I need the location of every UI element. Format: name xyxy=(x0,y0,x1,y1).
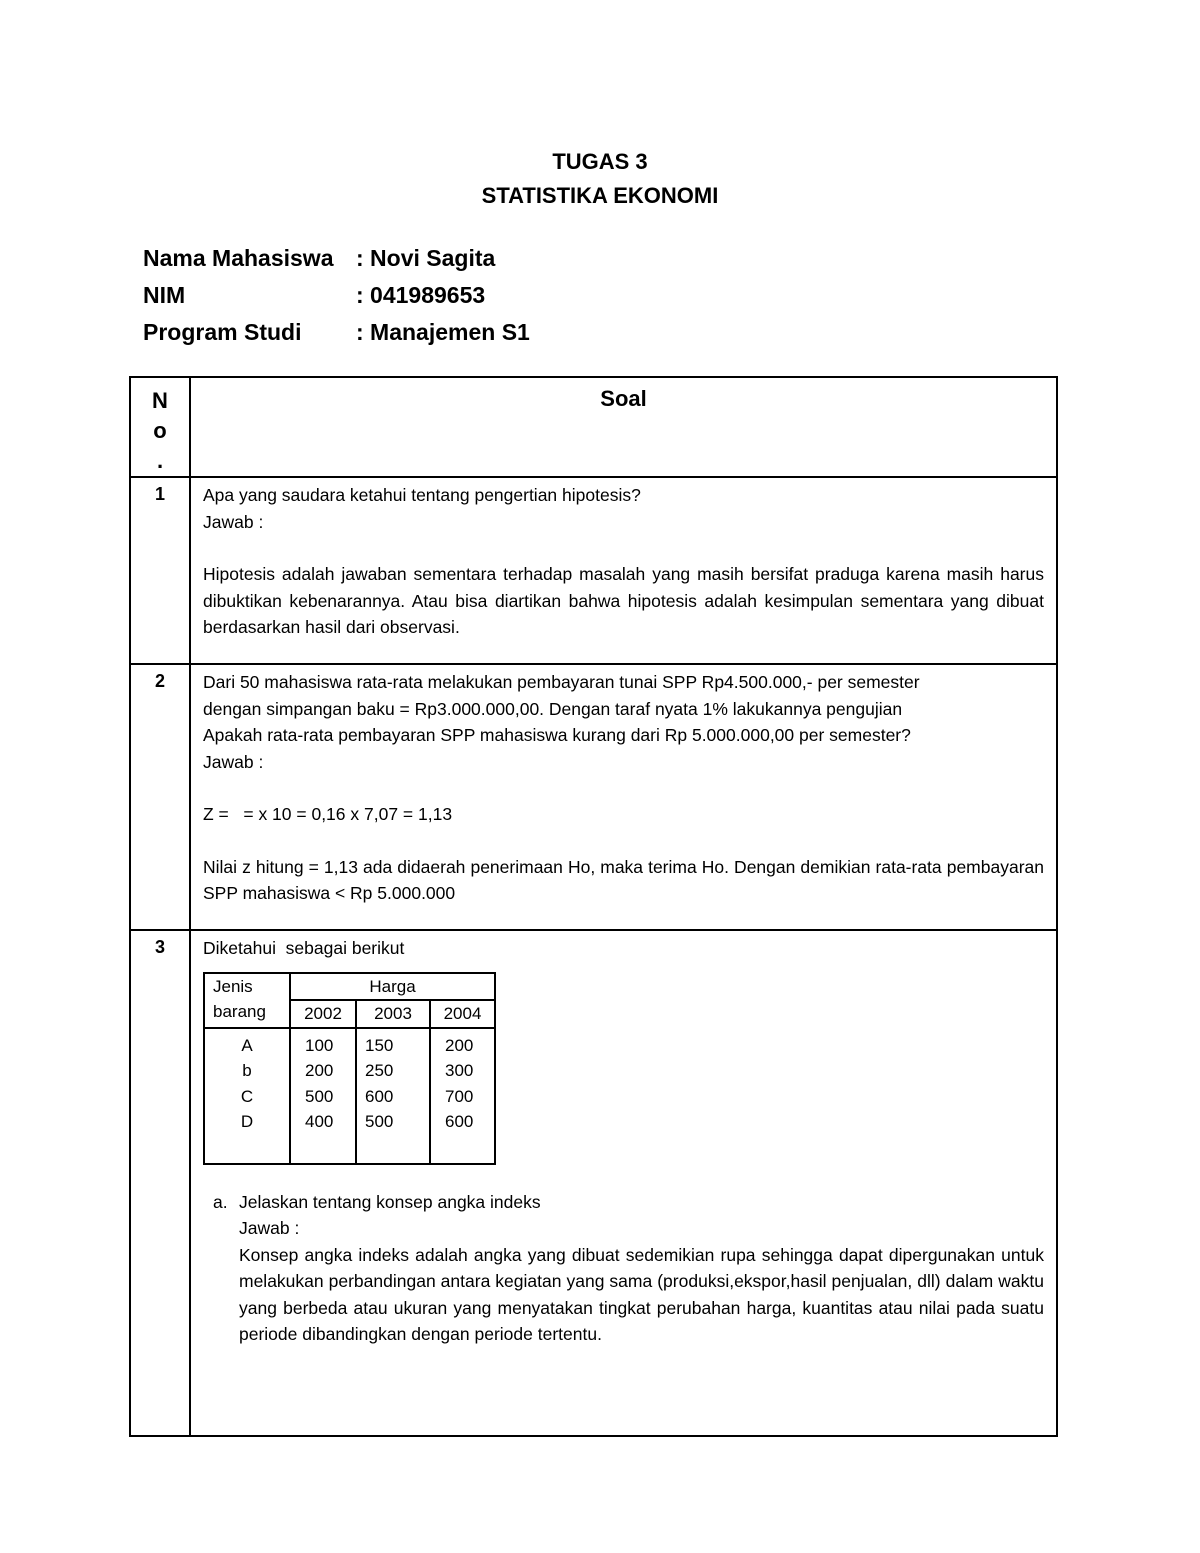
sub-question-marker: a. xyxy=(213,1191,228,1212)
answer-text: Nilai z hitung = 1,13 ada didaerah penerimaan Ho, maka terima Ho. Dengan demikian rata-rata pembayaran SPP mahasiswa < Rp 5.000.000 xyxy=(203,856,1044,903)
item-label: D xyxy=(240,1112,254,1131)
header-jenis: Jenis barang xyxy=(204,973,290,1028)
price-value: 600 xyxy=(365,1086,394,1106)
header-soal: Soal xyxy=(190,377,1057,477)
question-line: Dari 50 mahasiswa rata-rata melakukan pembayaran tunai SPP Rp4.500.000,- per semester xyxy=(203,672,920,692)
info-row-program xyxy=(143,319,530,356)
student-info xyxy=(143,245,530,356)
question-text: Diketahui sebagai berikut xyxy=(203,938,405,958)
price-value: 250 xyxy=(365,1061,394,1080)
item-label: C xyxy=(240,1086,254,1106)
table-row xyxy=(130,930,1057,1436)
question-cell xyxy=(190,477,1057,664)
items-column xyxy=(204,1028,290,1164)
info-label: Nama Mahasiswa xyxy=(143,245,334,271)
answer-label: Jawab : xyxy=(203,751,264,772)
answer-text: Konsep angka indeks adalah angka yang dibuat sedemikian rupa sehingga dapat dipergunakan untuk melakukan perbandingan antara kegiatan yang sama (produksi,ekspor,hasil penjualan, dll) dalam waktu yang berbeda atau ukuran yang menyatakan tingkat perubahan harga, kuantitas atau nilai pada suatu periode dibandingkan dengan periode tertentu. xyxy=(239,1244,1044,1344)
price-table-header xyxy=(204,973,495,1001)
info-value: : Novi Sagita xyxy=(356,245,496,271)
question-text: Apa yang saudara ketahui tentang pengertian hipotesis? xyxy=(203,485,641,505)
answer-label: Jawab : xyxy=(203,511,264,532)
price-value: 500 xyxy=(305,1086,334,1106)
question-cell xyxy=(190,664,1057,930)
values-2004 xyxy=(430,1028,495,1164)
doc-title: TUGAS 3 xyxy=(552,149,648,174)
question-line: dengan simpangan baku = Rp3.000.000,00. Dengan taraf nyata 1% lakukannya pengujian xyxy=(203,698,903,719)
info-value: : Manajemen S1 xyxy=(356,319,530,345)
sub-question-a xyxy=(203,1189,1044,1348)
price-value: 400 xyxy=(305,1112,334,1131)
answer-text: Hipotesis adalah jawaban sementara terhadap masalah yang masih bersifat praduga karena masih harus dibuktikan kebenarannya. Atau bisa diartikan bahwa hipotesis adalah kesimpulan sementara yang dibuat berdasarkan hasil dari observasi. xyxy=(203,564,1044,637)
info-label: NIM xyxy=(143,282,186,308)
doc-subtitle: STATISTIKA EKONOMI xyxy=(481,183,719,208)
price-value: 200 xyxy=(445,1035,474,1055)
values-2003 xyxy=(356,1028,430,1164)
price-value: 100 xyxy=(305,1035,334,1055)
year-header: 2003 xyxy=(356,1000,430,1028)
answer-label: Jawab : xyxy=(239,1218,300,1238)
question-line: Apakah rata-rata pembayaran SPP mahasiswa kurang dari Rp 5.000.000,00 per semester? xyxy=(203,725,911,745)
table-row xyxy=(130,477,1057,664)
header-harga: Harga xyxy=(290,973,495,1001)
info-label: Program Studi xyxy=(143,319,302,345)
row-number: 1 xyxy=(130,477,190,664)
price-value: 150 xyxy=(365,1035,394,1055)
item-label: b xyxy=(242,1061,252,1080)
price-value: 200 xyxy=(305,1061,334,1080)
info-row-name xyxy=(143,245,530,282)
info-value: : 041989653 xyxy=(356,282,486,308)
price-value: 300 xyxy=(445,1061,474,1080)
header-no: No . xyxy=(130,377,190,477)
table-header-row xyxy=(130,377,1057,477)
question-cell xyxy=(190,930,1057,1436)
year-header: 2004 xyxy=(430,1000,495,1028)
price-value: 500 xyxy=(365,1112,394,1131)
price-table xyxy=(203,972,496,1165)
questions-table xyxy=(129,376,1058,1437)
table-row xyxy=(130,664,1057,930)
row-number: 3 xyxy=(130,930,190,1436)
price-value: 700 xyxy=(445,1086,474,1106)
formula: Z = = x 10 = 0,16 x 7,07 = 1,13 xyxy=(203,804,453,824)
values-2002 xyxy=(290,1028,356,1164)
year-header: 2002 xyxy=(290,1000,356,1028)
price-table-body xyxy=(204,1028,495,1164)
item-label: A xyxy=(241,1035,253,1055)
price-value: 600 xyxy=(445,1112,474,1131)
row-number: 2 xyxy=(130,664,190,930)
sub-question-text: Jelaskan tentang konsep angka indeks xyxy=(239,1191,541,1212)
info-row-nim xyxy=(143,282,530,319)
